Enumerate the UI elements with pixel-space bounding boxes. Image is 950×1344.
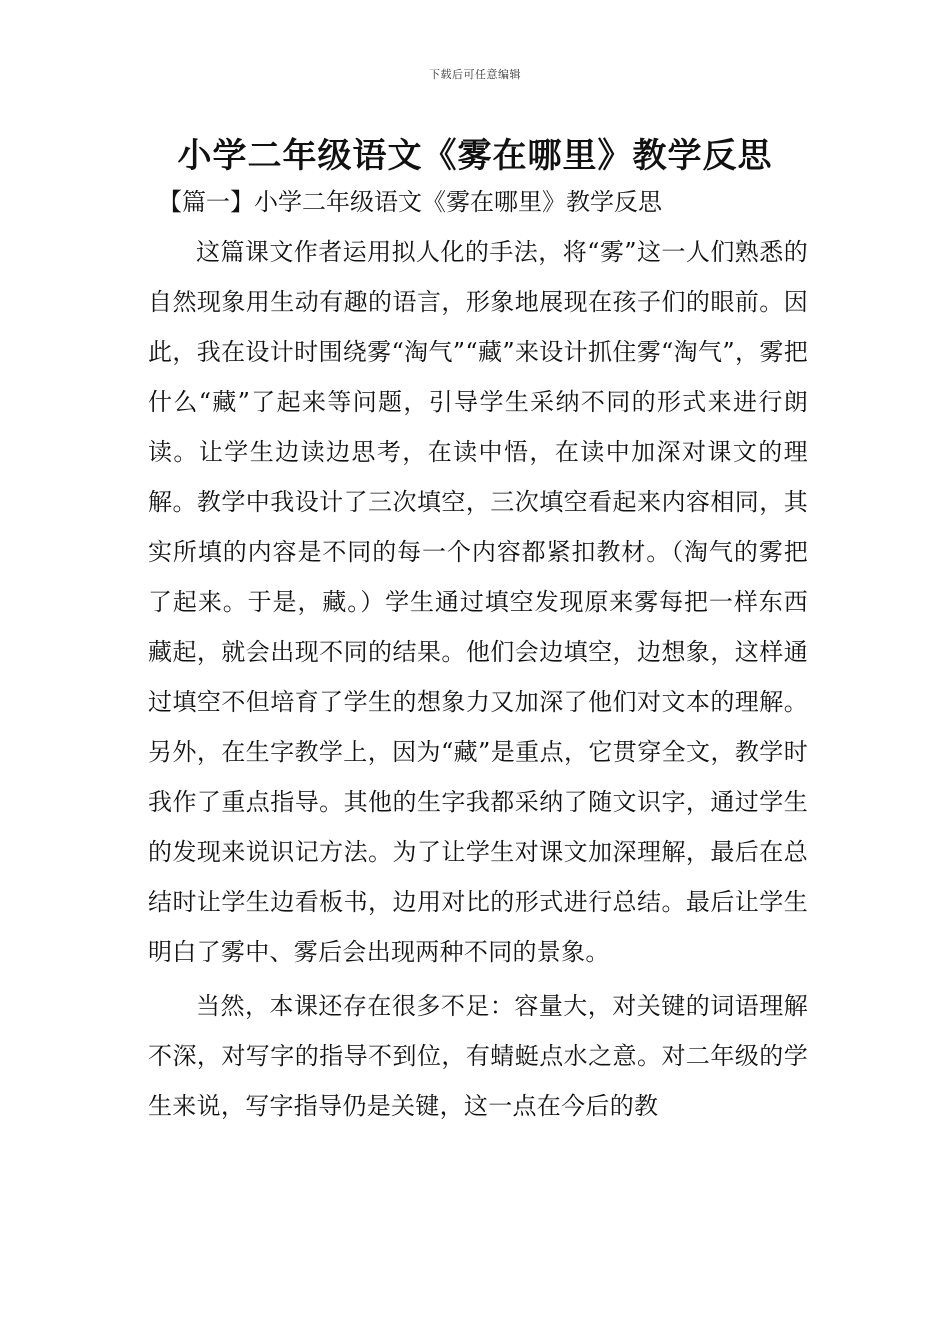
- paragraph-1: 这篇课文作者运用拟人化的手法，将“雾”这一人们熟悉的自然现象用生动有趣的语言，形象地展现在孩子们的眼前。因此，我在设计时围绕雾“淘气”“藏”来设计抓住雾“淘气”，雾把什么“藏”了起来等问题，引导学生采纳不同的形式来进行朗读。让学生边读边思考，在读中悟，在读中加深对课文的理解。教学中我设计了三次填空，三次填空看起来内容相同，其实所填的内容是不同的每一个内容都紧扣教材。（淘气的雾把了起来。于是，藏。）学生通过填空发现原来雾每把一样东西藏起，就会出现不同的结果。他们会边填空，边想象，这样通过填空不但培育了学生的想象力又加深了他们对文本的理解。另外，在生字教学上，因为“藏”是重点，它贯穿全文，教学时我作了重点指导。其他的生字我都采纳了随文识字，通过学生的发现来说识记方法。为了让学生对课文加深理解，最后在总结时让学生边看板书，边用对比的形式进行总结。最后让学生明白了雾中、雾后会出现两种不同的景象。: [148, 238, 808, 966]
- header-note: 下载后可任意编辑: [429, 68, 521, 81]
- body-text: [148, 227, 808, 1131]
- document-title: 小学二年级语文《雾在哪里》教学反思: [177, 136, 773, 176]
- paragraph-2: 当然，本课还存在很多不足：容量大，对关键的词语理解不深，对写字的指导不到位，有蜻蜓点水之意。对二年级的学生来说，写字指导仍是关键，这一点在今后的教: [148, 992, 808, 1120]
- section-heading: 【篇一】小学二年级语文《雾在哪里》教学反思: [158, 188, 662, 216]
